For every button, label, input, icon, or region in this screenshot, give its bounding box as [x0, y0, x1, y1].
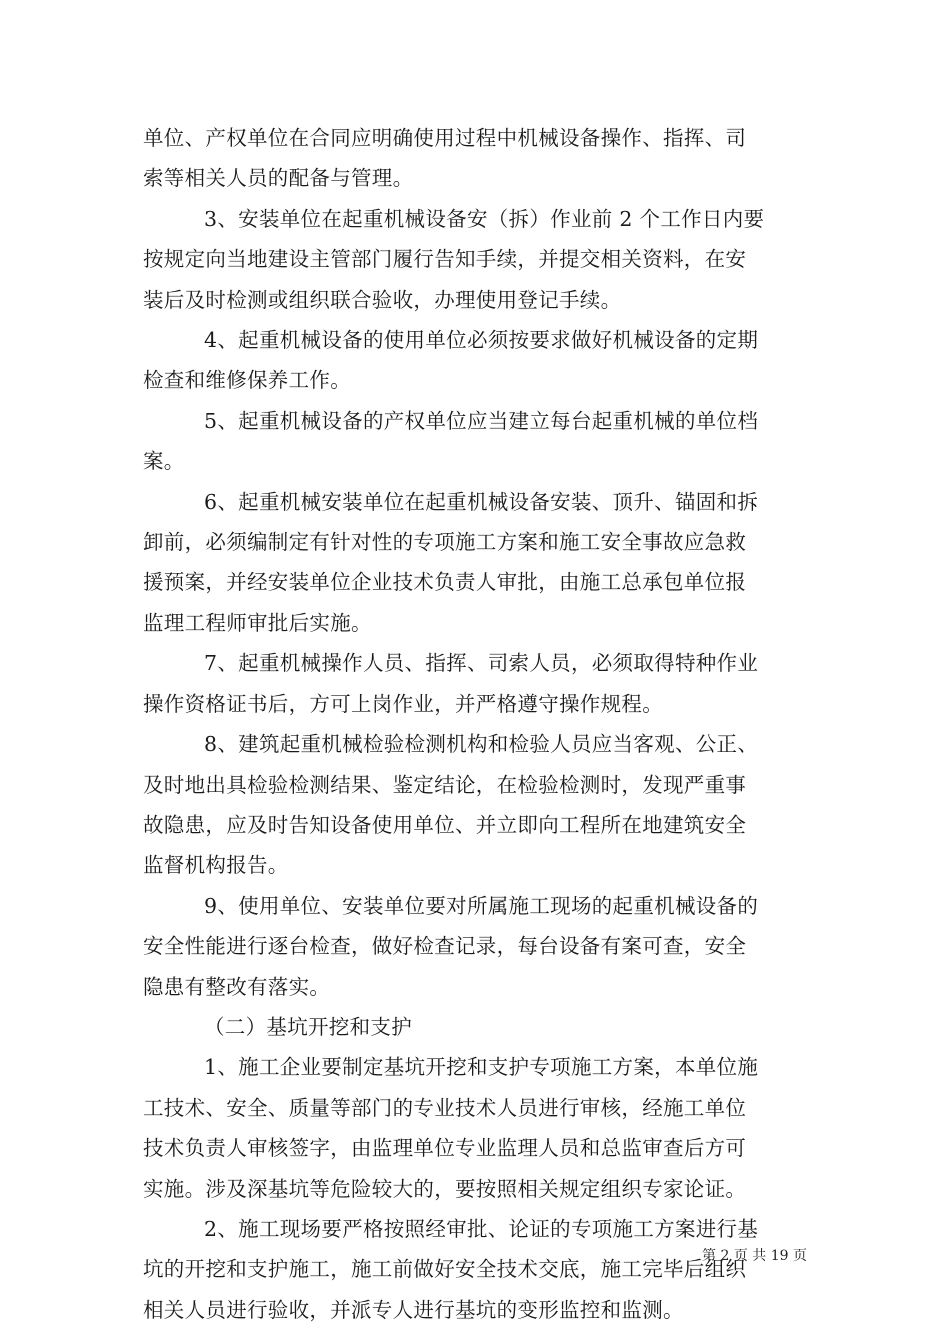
text-line: 8、建筑起重机械检验检测机构和检验人员应当客观、公正、 [204, 732, 759, 757]
text-line: 9、使用单位、安装单位要对所属施工现场的起重机械设备的 [204, 893, 759, 918]
text-line: 监理工程师审批后实施。 [143, 610, 372, 635]
text-line: 检查和维修保养工作。 [143, 368, 351, 393]
text-line: 技术负责人审核签字，由监理单位专业监理人员和总监审查后方可 [143, 1136, 747, 1161]
text-line: 故隐患，应及时告知设备使用单位、并立即向工程所在地建筑安全 [143, 812, 747, 837]
text-line: 索等相关人员的配备与管理。 [143, 166, 414, 191]
text-line: 按规定向当地建设主管部门履行告知手续，并提交相关资料，在安 [143, 247, 747, 272]
text-line: 坑的开挖和支护施工，施工前做好安全技术交底，施工完毕后组织 [143, 1257, 747, 1282]
text-line: 隐患有整改有落实。 [143, 974, 331, 999]
text-line: 实施。涉及深基坑等危险较大的，要按照相关规定组织专家论证。 [143, 1176, 747, 1201]
text-line: 操作资格证书后，方可上岗作业，并严格遵守操作规程。 [143, 691, 663, 716]
text-line: 援预案，并经安装单位企业技术负责人审批，由施工总承包单位报 [143, 570, 747, 595]
text-line: 监督机构报告。 [143, 853, 289, 878]
text-line: 4、起重机械设备的使用单位必须按要求做好机械设备的定期 [204, 328, 759, 353]
page-number: 第 2 页 共 19 页 [702, 1248, 807, 1264]
text-line: 工技术、安全、质量等部门的专业技术人员进行审核，经施工单位 [143, 1095, 747, 1120]
text-line: 相关人员进行验收，并派专人进行基坑的变形监控和监测。 [143, 1297, 684, 1322]
text-line: 3、安装单位在起重机械设备安（拆）作业前 2 个工作日内要 [204, 206, 765, 231]
text-line: 1、施工企业要制定基坑开挖和支护专项施工方案，本单位施 [204, 1055, 759, 1080]
text-line: 及时地出具检验检测结果、鉴定结论，在检验检测时，发现严重事 [143, 772, 747, 797]
text-line: 卸前，必须编制定有针对性的专项施工方案和施工安全事故应急救 [143, 530, 747, 555]
text-line: （二）基坑开挖和支护 [204, 1014, 412, 1039]
text-line: 案。 [143, 449, 185, 474]
text-line: 6、起重机械安装单位在起重机械设备安装、顶升、锚固和拆 [204, 489, 759, 514]
text-line: 装后及时检测或组织联合验收，办理使用登记手续。 [143, 287, 622, 312]
text-line: 单位、产权单位在合同应明确使用过程中机械设备操作、指挥、司 [143, 126, 747, 150]
text-line: 5、起重机械设备的产权单位应当建立每台起重机械的单位档 [204, 408, 759, 433]
text-line: 7、起重机械操作人员、指挥、司索人员，必须取得特种作业 [204, 651, 759, 676]
document-body [143, 118, 809, 1330]
text-line: 2、施工现场要严格按照经审批、论证的专项施工方案进行基 [204, 1216, 759, 1241]
text-line: 安全性能进行逐台检查，做好检查记录，每台设备有案可查，安全 [143, 934, 747, 959]
document-text [143, 118, 809, 1330]
